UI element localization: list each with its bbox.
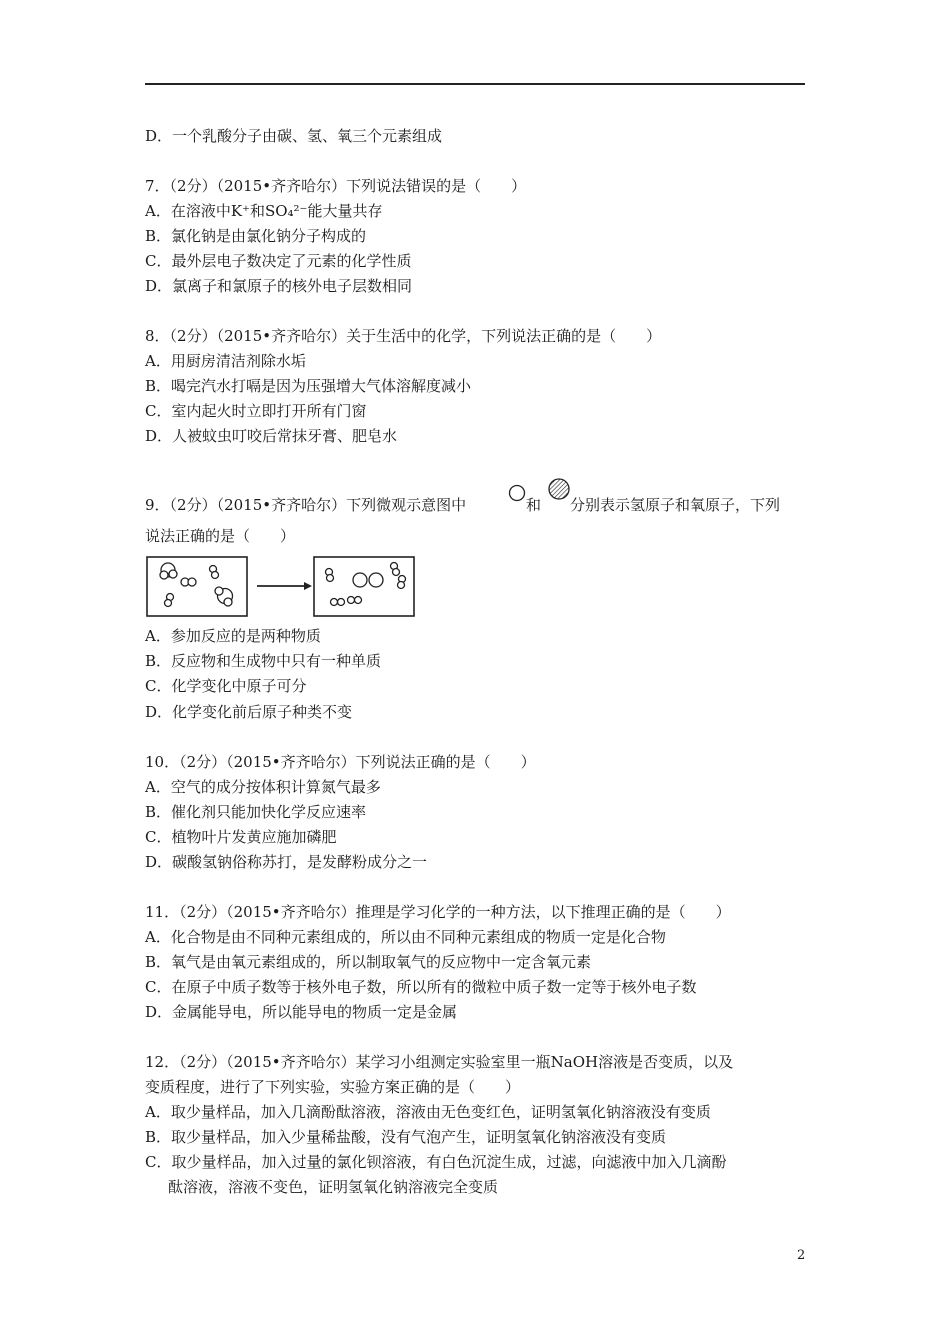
q9-stem-part3: 说法正确的是（ ） bbox=[145, 527, 296, 545]
q10-option-d: D．碳酸氢钠俗称苏打，是发酵粉成分之一 bbox=[145, 853, 428, 871]
q12-option-a: A．取少量样品，加入几滴酚酞溶液，溶液由无色变红色，证明氢氧化钠溶液没有变质 bbox=[145, 1103, 711, 1121]
q12-option-c-line2: 酞溶液，溶液不变色，证明氢氧化钠溶液完全变质 bbox=[168, 1178, 499, 1196]
q10-option-c: C．植物叶片发黄应施加磷肥 bbox=[145, 828, 337, 846]
q11-option-b: B．氧气是由氧元素组成的，所以制取氧气的反应物中一定含氧元素 bbox=[145, 953, 592, 971]
q8-option-d: D．人被蚊虫叮咬后常抹牙膏、肥皂水 bbox=[145, 427, 398, 445]
q10-option-a: A．空气的成分按体积计算氮气最多 bbox=[145, 778, 381, 796]
page-number: 2 bbox=[797, 1248, 806, 1263]
q12-option-b: B．取少量样品，加入少量稀盐酸，没有气泡产生，证明氢氧化钠溶液没有变质 bbox=[145, 1128, 667, 1146]
q12-stem-line1: 12．（2分）（2015•齐齐哈尔）某学习小组测定实验室里一瓶NaOH溶液是否变质，以及 bbox=[145, 1053, 734, 1071]
q10-option-b: B．催化剂只能加快化学反应速率 bbox=[145, 803, 367, 821]
q9-option-a: A．参加反应的是两种物质 bbox=[145, 627, 321, 645]
header-rule bbox=[145, 83, 805, 85]
q7-option-b: B．氯化钠是由氯化钠分子构成的 bbox=[145, 227, 367, 245]
q11-option-a: A．化合物是由不同种元素组成的，所以由不同种元素组成的物质一定是化合物 bbox=[145, 928, 666, 946]
hydrogen-atom-icon bbox=[507, 483, 527, 503]
q9-option-d: D．化学变化前后原子种类不变 bbox=[145, 703, 353, 721]
q11-stem: 11．（2分）（2015•齐齐哈尔）推理是学习化学的一种方法，以下推理正确的是（ ） bbox=[145, 903, 731, 921]
q8-stem: 8．（2分）（2015•齐齐哈尔）关于生活中的化学，下列说法正确的是（ ） bbox=[145, 327, 662, 345]
q9-stem-part1: 9．（2分）（2015•齐齐哈尔）下列微观示意图中 bbox=[145, 496, 467, 514]
q7-option-a: A．在溶液中K⁺和SO₄²⁻能大量共存 bbox=[145, 202, 383, 220]
q8-option-c: C．室内起火时立即打开所有门窗 bbox=[145, 402, 367, 420]
q11-option-d: D．金属能导电，所以能导电的物质一定是金属 bbox=[145, 1003, 458, 1021]
q11-option-c: C．在原子中质子数等于核外电子数，所以所有的微粒中质子数一定等于核外电子数 bbox=[145, 978, 697, 996]
q6-option-d: D．一个乳酸分子由碳、氢、氧三个元素组成 bbox=[145, 127, 443, 145]
q9-option-b: B．反应物和生成物中只有一种单质 bbox=[145, 652, 382, 670]
q7-option-d: D．氯离子和氯原子的核外电子层数相同 bbox=[145, 277, 413, 295]
reaction-diagram bbox=[146, 555, 416, 619]
q9-option-c: C．化学变化中原子可分 bbox=[145, 677, 307, 695]
q12-option-c-line1: C．取少量样品，加入过量的氯化钡溶液，有白色沉淀生成，过滤，向滤液中加入几滴酚 bbox=[145, 1153, 727, 1171]
q8-option-b: B．喝完汽水打嗝是因为压强增大气体溶解度减小 bbox=[145, 377, 472, 395]
q7-stem: 7．（2分）（2015•齐齐哈尔）下列说法错误的是（ ） bbox=[145, 177, 527, 195]
q9-stem-part2: 分别表示氢原子和氧原子，下列 bbox=[570, 496, 781, 514]
q9-stem-and: 和 bbox=[526, 496, 542, 514]
q12-stem-line2: 变质程度，进行了下列实验，实验方案正确的是（ ） bbox=[145, 1078, 521, 1096]
q10-stem: 10．（2分）（2015•齐齐哈尔）下列说法正确的是（ ） bbox=[145, 753, 536, 771]
q7-option-c: C．最外层电子数决定了元素的化学性质 bbox=[145, 252, 412, 270]
oxygen-atom-icon bbox=[546, 476, 572, 502]
q8-option-a: A．用厨房清洁剂除水垢 bbox=[145, 352, 306, 370]
